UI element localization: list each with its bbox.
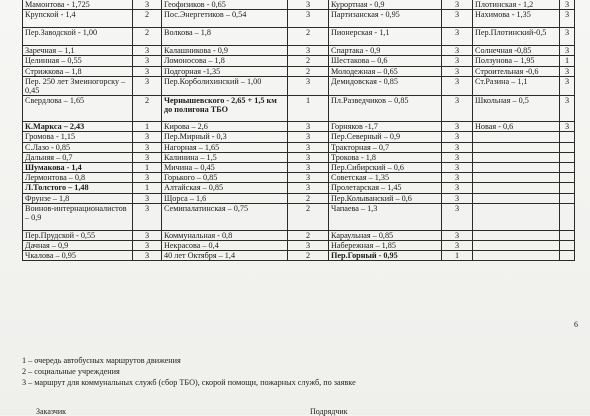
- priority-cell: 1: [442, 251, 473, 261]
- street-cell: Пос.Энергетиков – 0,54: [162, 10, 288, 28]
- priority-cell: 2: [133, 10, 162, 28]
- priority-cell: [560, 183, 575, 193]
- priority-cell: 3: [442, 28, 473, 46]
- street-cell: Дальняя – 0,7: [23, 152, 133, 162]
- priority-cell: 3: [133, 241, 162, 251]
- street-cell: Горняков -1,7: [329, 122, 442, 132]
- streets-priority-table: [22, 0, 575, 261]
- street-cell: Геофизиков - 0,65: [162, 0, 288, 10]
- priority-cell: [560, 203, 575, 230]
- priority-cell: 3: [560, 46, 575, 56]
- priority-cell: 3: [288, 152, 329, 162]
- legend-note-3: 3 – маршрут для коммунальных служб (сбор ТБО), скорой помощи, пожарных служб, по заявке: [22, 378, 356, 387]
- priority-cell: 3: [133, 230, 162, 240]
- priority-cell: 3: [288, 122, 329, 132]
- priority-cell: 3: [560, 122, 575, 132]
- priority-cell: 2: [133, 28, 162, 46]
- priority-cell: 3: [133, 173, 162, 183]
- street-cell: Свердлова – 1,65: [23, 96, 133, 122]
- street-cell: Заречная – 1,1: [23, 46, 133, 56]
- table-body: [23, 0, 575, 261]
- priority-cell: [560, 132, 575, 142]
- priority-cell: 3: [133, 193, 162, 203]
- priority-cell: 3: [442, 203, 473, 230]
- street-cell: [473, 251, 560, 261]
- priority-cell: 3: [288, 76, 329, 95]
- street-cell: Волкова – 1,8: [162, 28, 288, 46]
- priority-cell: [560, 142, 575, 152]
- street-cell: Советская – 1,35: [329, 173, 442, 183]
- street-cell: Мамонтова - 1,725: [23, 0, 133, 10]
- street-cell: Калинина – 1,5: [162, 152, 288, 162]
- priority-cell: 3: [560, 76, 575, 95]
- priority-cell: 3: [288, 0, 329, 10]
- priority-cell: 3: [288, 142, 329, 152]
- street-cell: [473, 173, 560, 183]
- street-cell: Нахимова - 1,35: [473, 10, 560, 28]
- street-cell: Молодежная – 0,65: [329, 66, 442, 76]
- table-row: [23, 163, 575, 173]
- priority-cell: 3: [133, 56, 162, 66]
- street-cell: Некрасова – 0,4: [162, 241, 288, 251]
- street-cell: Партизанская - 0,95: [329, 10, 442, 28]
- street-cell: Крупской - 1,4: [23, 10, 133, 28]
- priority-cell: 3: [442, 0, 473, 10]
- priority-cell: 3: [133, 46, 162, 56]
- street-cell: Новая - 0,6: [473, 122, 560, 132]
- priority-cell: 2: [288, 203, 329, 230]
- priority-cell: [560, 152, 575, 162]
- street-cell: [473, 152, 560, 162]
- street-cell: Семипалатинская – 0,75: [162, 203, 288, 230]
- priority-cell: 2: [288, 56, 329, 66]
- priority-cell: 3: [442, 56, 473, 66]
- table-row: [23, 76, 575, 95]
- street-cell: Караульная – 0,85: [329, 230, 442, 240]
- street-cell: Чкалова – 0,95: [23, 251, 133, 261]
- street-cell: Пролетарская – 1,45: [329, 183, 442, 193]
- priority-cell: 3: [288, 163, 329, 173]
- street-cell: Подгорная -1,35: [162, 66, 288, 76]
- street-cell: Стрижкова – 1,8: [23, 66, 133, 76]
- priority-cell: 3: [133, 66, 162, 76]
- street-cell: Фрунзе – 1,8: [23, 193, 133, 203]
- street-cell: Целинная – 0,55: [23, 56, 133, 66]
- priority-cell: [560, 163, 575, 173]
- priority-cell: 3: [133, 203, 162, 230]
- page-number: 6: [574, 320, 578, 329]
- priority-cell: 2: [288, 28, 329, 46]
- priority-cell: 1: [288, 96, 329, 122]
- street-cell: [473, 193, 560, 203]
- street-cell: Демидовская - 0,85: [329, 76, 442, 95]
- street-cell: Шумакова - 1,4: [23, 163, 133, 173]
- priority-cell: 3: [560, 0, 575, 10]
- signature-contractor: Подрядчик: [310, 407, 348, 416]
- table-row: [23, 132, 575, 142]
- street-cell: Ползунова – 1,95: [473, 56, 560, 66]
- priority-cell: 3: [442, 173, 473, 183]
- table-row: [23, 183, 575, 193]
- priority-cell: [560, 251, 575, 261]
- street-cell: Пер.Колыванский – 0,6: [329, 193, 442, 203]
- priority-cell: 3: [288, 132, 329, 142]
- legend-note-1: 1 – очередь автобусных маршрутов движения: [22, 356, 181, 365]
- table-row: [23, 46, 575, 56]
- street-cell: Плотинская - 1,2: [473, 0, 560, 10]
- priority-cell: 3: [442, 66, 473, 76]
- street-cell: Пер.Мирный - 0,3: [162, 132, 288, 142]
- street-cell: Ломоносова – 1,8: [162, 56, 288, 66]
- priority-cell: 3: [442, 163, 473, 173]
- street-cell: Нагорная – 1,65: [162, 142, 288, 152]
- street-cell: Пер.Горный - 0,95: [329, 251, 442, 261]
- priority-cell: 2: [288, 66, 329, 76]
- street-cell: Щорса – 1,6: [162, 193, 288, 203]
- table-row: [23, 0, 575, 10]
- street-cell: Алтайская – 0,85: [162, 183, 288, 193]
- priority-cell: 3: [288, 241, 329, 251]
- street-cell: Строительная -0,6: [473, 66, 560, 76]
- priority-cell: 3: [133, 0, 162, 10]
- table-row: [23, 28, 575, 46]
- legend-notes: [22, 355, 356, 388]
- street-cell: Л.Толстого – 1,48: [23, 183, 133, 193]
- street-cell: Пер.Прудской - 0,55: [23, 230, 133, 240]
- priority-cell: 3: [133, 152, 162, 162]
- table-row: [23, 142, 575, 152]
- priority-cell: 2: [288, 251, 329, 261]
- priority-cell: 3: [560, 66, 575, 76]
- priority-cell: 3: [560, 96, 575, 122]
- priority-cell: [560, 230, 575, 240]
- table-row: [23, 193, 575, 203]
- table-row: [23, 10, 575, 28]
- street-cell: Пл.Разведчиков – 0,85: [329, 96, 442, 122]
- street-cell: [473, 241, 560, 251]
- priority-cell: 3: [442, 230, 473, 240]
- street-cell: Громова - 1,15: [23, 132, 133, 142]
- priority-cell: [560, 193, 575, 203]
- priority-cell: 3: [442, 193, 473, 203]
- street-cell: Лермонтова – 0,8: [23, 173, 133, 183]
- street-cell: Мичина – 0,45: [162, 163, 288, 173]
- street-cell: 40 лет Октября – 1,4: [162, 251, 288, 261]
- priority-cell: 3: [442, 142, 473, 152]
- street-cell: Набережная – 1,85: [329, 241, 442, 251]
- priority-cell: 3: [133, 76, 162, 95]
- priority-cell: 3: [560, 10, 575, 28]
- priority-cell: 2: [133, 96, 162, 122]
- priority-cell: 3: [560, 28, 575, 46]
- table-row: [23, 96, 575, 122]
- table-row: [23, 173, 575, 183]
- street-cell: Коммунальная - 0,8: [162, 230, 288, 240]
- street-cell: Солнечная -0,85: [473, 46, 560, 56]
- street-cell: Пер.Сибирский – 0,6: [329, 163, 442, 173]
- street-cell: [473, 142, 560, 152]
- priority-cell: 3: [442, 183, 473, 193]
- priority-cell: 1: [560, 56, 575, 66]
- street-cell: Пер.Заводской - 1,00: [23, 28, 133, 46]
- street-cell: Воинов-интернационалистов – 0,9: [23, 203, 133, 230]
- street-cell: Ст.Разина – 1,1: [473, 76, 560, 95]
- street-cell: [473, 230, 560, 240]
- priority-cell: 3: [442, 76, 473, 95]
- signature-customer: Заказчик: [36, 407, 67, 416]
- street-cell: С.Лазо - 0,85: [23, 142, 133, 152]
- priority-cell: 1: [133, 122, 162, 132]
- street-cell: Тракторная – 0,7: [329, 142, 442, 152]
- priority-cell: 3: [442, 96, 473, 122]
- street-cell: Пер.Северный – 0,9: [329, 132, 442, 142]
- priority-cell: 3: [288, 10, 329, 28]
- priority-cell: 3: [442, 46, 473, 56]
- street-cell: Пионерская - 1,1: [329, 28, 442, 46]
- street-cell: Кирова – 2,6: [162, 122, 288, 132]
- street-cell: Спартака - 0,9: [329, 46, 442, 56]
- table-row: [23, 251, 575, 261]
- street-cell: [473, 203, 560, 230]
- street-cell: Трокова - 1,8: [329, 152, 442, 162]
- priority-cell: [560, 241, 575, 251]
- priority-cell: 3: [442, 122, 473, 132]
- priority-cell: [560, 173, 575, 183]
- priority-cell: 1: [133, 183, 162, 193]
- priority-cell: 1: [133, 163, 162, 173]
- street-cell: К.Маркса – 2,43: [23, 122, 133, 132]
- street-cell: Школьная – 0,5: [473, 96, 560, 122]
- priority-cell: 3: [133, 251, 162, 261]
- street-cell: Шестакова – 0,6: [329, 56, 442, 66]
- street-cell: Горького – 0,85: [162, 173, 288, 183]
- table-row: [23, 241, 575, 251]
- priority-cell: 2: [288, 193, 329, 203]
- street-cell: Чапаева – 1,3: [329, 203, 442, 230]
- street-cell: Дачная – 0,9: [23, 241, 133, 251]
- table-row: [23, 66, 575, 76]
- priority-cell: 3: [442, 152, 473, 162]
- street-cell: [473, 132, 560, 142]
- table-row: [23, 56, 575, 66]
- street-cell: [473, 183, 560, 193]
- street-cell: [473, 163, 560, 173]
- priority-cell: 3: [288, 173, 329, 183]
- priority-cell: 3: [288, 46, 329, 56]
- street-cell: Пер.Корболихинский – 1,00: [162, 76, 288, 95]
- table-row: [23, 122, 575, 132]
- priority-cell: 3: [442, 132, 473, 142]
- street-cell: Пер.Плотинский-0,5: [473, 28, 560, 46]
- table-row: [23, 230, 575, 240]
- priority-cell: 3: [133, 142, 162, 152]
- street-cell: Калашникова - 0,9: [162, 46, 288, 56]
- table-row: [23, 203, 575, 230]
- priority-cell: 3: [288, 183, 329, 193]
- priority-cell: 2: [288, 230, 329, 240]
- legend-note-2: 2 – социальные учреждения: [22, 367, 120, 376]
- table-row: [23, 152, 575, 162]
- priority-cell: 3: [442, 10, 473, 28]
- street-cell: Курортная - 0,9: [329, 0, 442, 10]
- priority-cell: 3: [442, 241, 473, 251]
- street-cell: Пер. 250 лет Змеиногорску – 0,45: [23, 76, 133, 95]
- priority-cell: 3: [133, 132, 162, 142]
- street-cell: Чернышевского - 2,65 + 1,5 км до полигона ТБО: [162, 96, 288, 122]
